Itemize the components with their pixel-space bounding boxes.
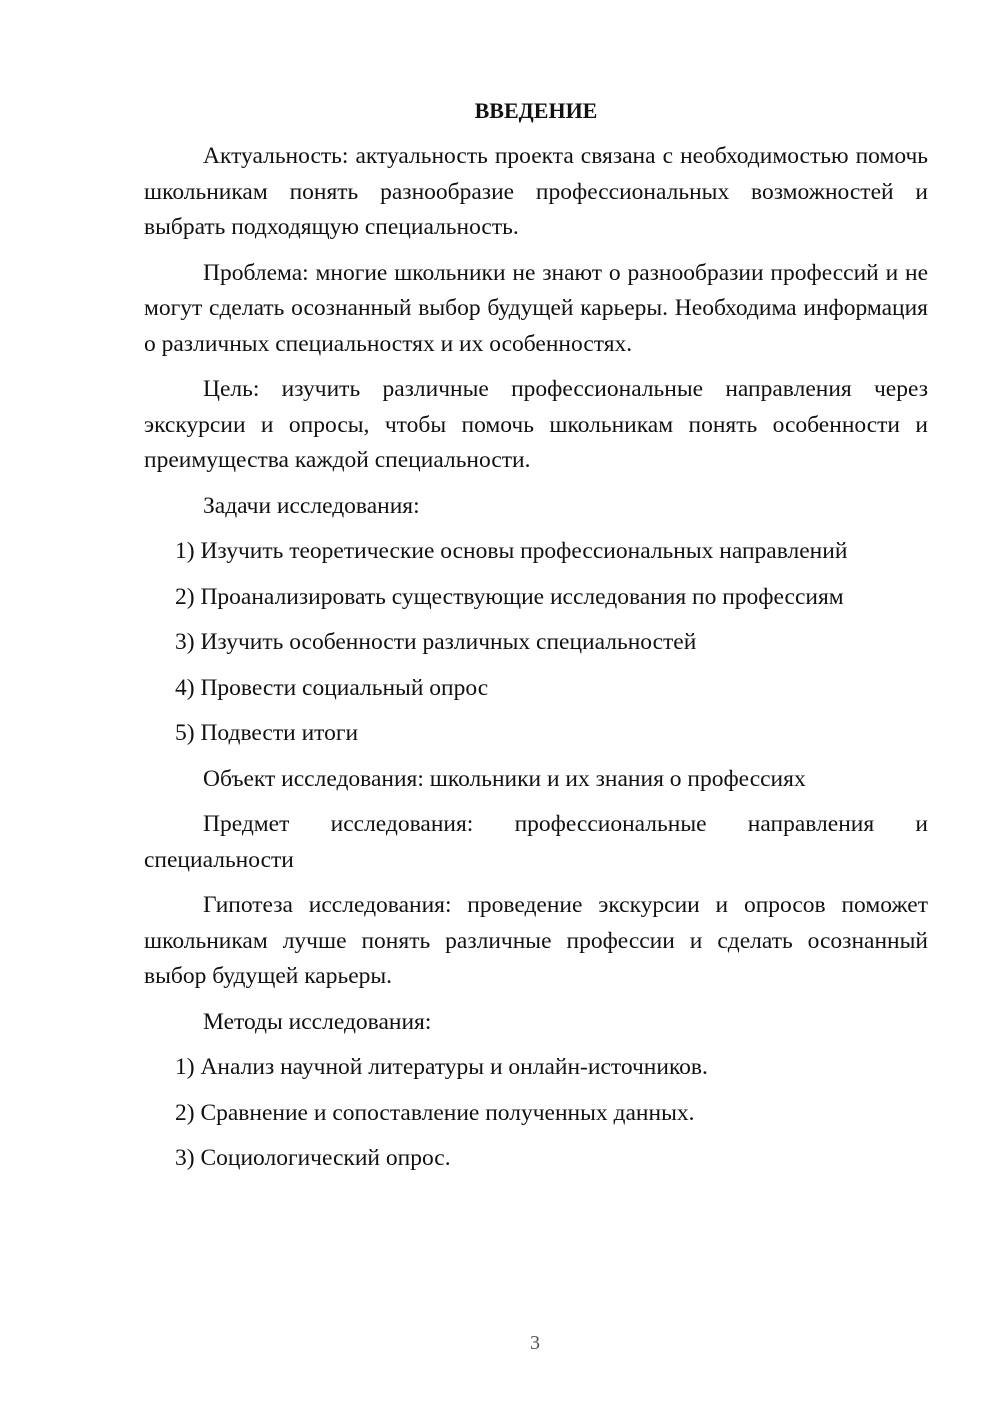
methods-title: Методы исследования: <box>203 1008 432 1035</box>
list-item: 5) Подвести итоги <box>175 720 359 746</box>
object-paragraph: Объект исследования: школьники и их знания о профессиях <box>203 765 806 792</box>
goal-paragraph: Цель: изучить различные профессиональные направления через экскурсии и опросы, чтобы помочь школьникам понять особенности и преимущества каждой специальности. <box>144 376 928 473</box>
list-item: 3) Изучить особенности различных специальностей <box>175 629 697 655</box>
list-item: 1) Изучить теоретические основы профессиональных направлений <box>175 538 848 564</box>
hypothesis-paragraph: Гипотеза исследования: проведение экскурсии и опросов поможет школьникам лучше понять различные профессии и сделать осознанный выбор будущей карьеры. <box>144 892 928 989</box>
list-item: 2) Проанализировать существующие исследования по профессиям <box>175 583 844 610</box>
list-item: 2) Сравнение и сопоставление полученных данных. <box>175 1099 695 1126</box>
list-item: 1) Анализ научной литературы и онлайн-источников. <box>175 1054 708 1080</box>
methods-list <box>144 1050 928 1177</box>
section-heading: ВВЕДЕНИЕ <box>474 98 598 123</box>
document-body <box>144 93 928 1187</box>
relevance-paragraph: Актуальность: актуальность проекта связана с необходимостью помочь школьникам понять разнообразие профессиональных возможностей и выбрать подходящую специальность. <box>144 143 928 240</box>
subject-paragraph: Предмет исследования: профессиональные направления и специальности <box>144 811 928 873</box>
list-item: 3) Социологический опрос. <box>175 1145 451 1171</box>
problem-paragraph: Проблема: многие школьники не знают о разнообразии профессий и не могут сделать осознанный выбор будущей карьеры. Необходима информация о различных специальностях и их особенностях. <box>144 259 928 357</box>
page-number: 3 <box>530 1332 540 1354</box>
tasks-list <box>144 534 928 752</box>
list-item: 4) Провести социальный опрос <box>175 674 489 701</box>
tasks-title: Задачи исследования: <box>203 492 420 519</box>
